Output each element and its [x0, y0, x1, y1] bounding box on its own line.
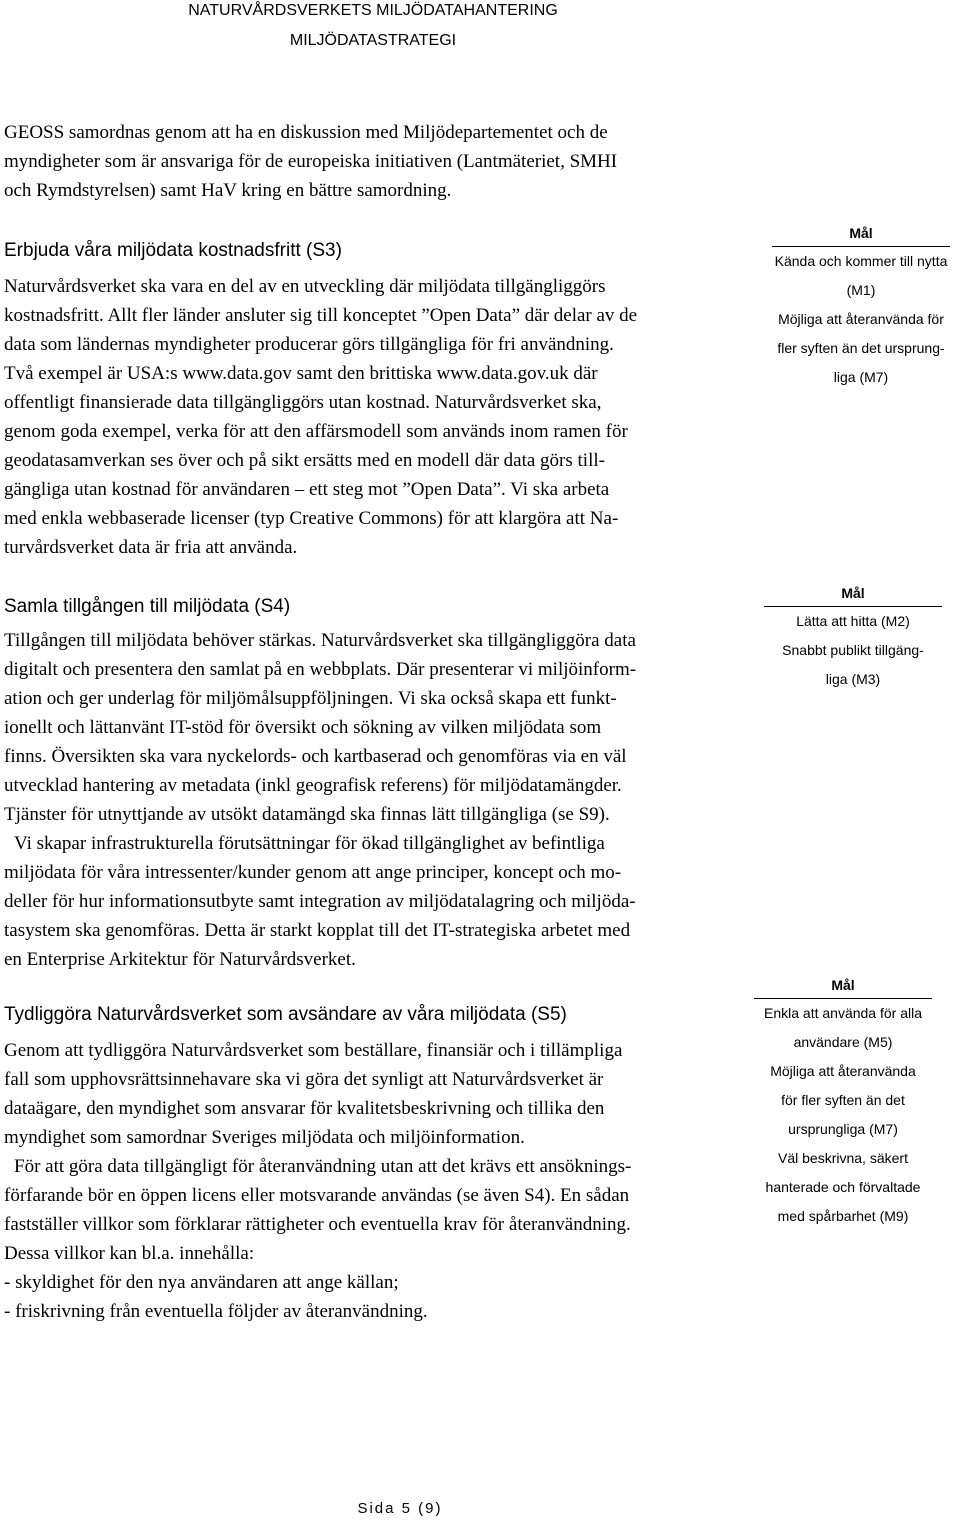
text-line: För att göra data tillgängligt för återanvändning utan att det krävs ett ansöknings- [14, 1156, 632, 1177]
goals-title: Mål [754, 972, 932, 999]
goal-line: för fler syften än det [781, 1092, 905, 1108]
document-header-title: NATURVÅRDSVERKETS MILJÖDATAHANTERING [188, 2, 558, 19]
text-line: genom goda exempel, verka för att den affärsmodell som används inom ramen för [4, 421, 628, 442]
intro-paragraph [4, 118, 744, 205]
s5-goals-sidebar [754, 972, 932, 1231]
goal-line: med spårbarhet (M9) [777, 1208, 909, 1224]
text-line: utvecklad hantering av metadata (inkl geografisk referens) för miljödatamängder. [4, 775, 622, 796]
goal-line: Väl beskrivna, säkert [778, 1150, 908, 1166]
section-heading-s3: Erbjuda våra miljödata kostnadsfritt (S3) [4, 240, 342, 261]
text-line: myndighet som samordnar Sveriges miljödata och miljöinformation. [4, 1127, 525, 1148]
text-line: fastställer villkor som förklarar rättigheter och eventuella krav för återanvändning. [4, 1214, 631, 1235]
text-line: tasystem ska genomföras. Detta är starkt kopplat till det IT-strategiska arbetet med [4, 920, 631, 941]
goal-line: liga (M3) [825, 671, 881, 687]
goal-line: Lätta att hitta (M2) [796, 613, 910, 629]
text-line: - skyldighet för den nya användaren att ange källan; [4, 1272, 399, 1293]
goal-line: fler syften än det ursprung- [777, 340, 945, 356]
text-line: dataägare, den myndighet som ansvarar för kvalitetsbeskrivning och tillika den [4, 1098, 605, 1119]
document-header-subtitle: MILJÖDATASTRATEGI [289, 32, 457, 49]
goal-line: (M1) [846, 282, 876, 298]
text-line: turvårdsverket data är fria att använda. [4, 537, 298, 558]
goals-title: Mål [772, 220, 950, 247]
section-heading-s5: Tydliggöra Naturvårdsverket som avsändare av våra miljödata (S5) [4, 1004, 567, 1025]
text-line: Genom att tydliggöra Naturvårdsverket som beställare, finansiär och i tillämpliga [4, 1040, 623, 1061]
goal-line: Kända och kommer till nytta [774, 253, 948, 269]
text-line: Vi skapar infrastrukturella förutsättningar för ökad tillgänglighet av befintliga [14, 833, 605, 854]
text-line: kostnadsfritt. Allt fler länder ansluter sig till konceptet ”Open Data” där delar av de [4, 305, 638, 326]
text-line: Dessa villkor kan bl.a. innehålla: [4, 1243, 255, 1264]
section-heading-s4: Samla tillgången till miljödata (S4) [4, 596, 291, 617]
text-line: Tjänster för utnyttjande av utsökt datamängd ska finnas lätt tillgängliga (se S9). [4, 804, 610, 825]
text-line: ation och ger underlag för miljömålsuppföljningen. Vi ska också skapa ett funkt- [4, 688, 617, 709]
page-number: Sida 5 (9) [357, 1500, 443, 1517]
text-line: gängliga utan kostnad för användaren – ett steg mot ”Open Data”. Vi ska arbeta [4, 479, 610, 500]
goals-title: Mål [764, 580, 942, 607]
text-line: geodatasamverkan ses över och på sikt ersätts med en modell där data görs till- [4, 450, 605, 471]
text-line: en Enterprise Arkitektur för Naturvårdsverket. [4, 949, 356, 970]
text-line: deller för hur informationsutbyte samt integration av miljödatalagring och miljöda- [4, 891, 636, 912]
s4-paragraph [4, 626, 744, 974]
text-line: Naturvårdsverket ska vara en del av en utveckling där miljödata tillgängliggörs [4, 276, 606, 297]
text-line: Tillgången till miljödata behöver stärkas. Naturvårdsverket ska tillgängliggöra data [4, 630, 636, 651]
text-line: ionellt och lättanvänt IT-stöd för översikt och sökning av vilken miljödata som [4, 717, 602, 738]
text-line: förfarande bör en öppen licens eller motsvarande användas (se även S4). En sådan [4, 1185, 630, 1206]
goal-line: Enkla att använda för alla [764, 1005, 922, 1021]
goal-line: Möjliga att återanvända [770, 1063, 916, 1079]
text-line: finns. Översikten ska vara nyckelords- och kartbaserad och genomföras via en väl [4, 746, 627, 767]
s3-goals-sidebar [772, 220, 950, 392]
text-line: med enkla webbaserade licenser (typ Creative Commons) för att klargöra att Na- [4, 508, 619, 529]
text-line: och Rymdstyrelsen) samt HaV kring en bättre samordning. [4, 180, 452, 201]
text-line: offentligt finansierade data tillgängliggörs utan kostnad. Naturvårdsverket ska, [4, 392, 602, 413]
text-line: Två exempel är USA:s www.data.gov samt den brittiska www.data.gov.uk där [4, 363, 598, 384]
goal-line: Snabbt publikt tillgäng- [782, 642, 924, 658]
goal-line: hanterade och förvaltade [765, 1179, 921, 1195]
s4-goals-sidebar [764, 580, 942, 694]
text-line: data som ländernas myndigheter producerar görs tillgängliga för fri användning. [4, 334, 614, 355]
goal-line: Möjliga att återanvända för [778, 311, 944, 327]
goal-line: ursprungliga (M7) [788, 1121, 898, 1137]
s3-paragraph [4, 272, 744, 562]
text-line: digitalt och presentera den samlat på en webbplats. Där presenterar vi miljöinform- [4, 659, 637, 680]
text-line: GEOSS samordnas genom att ha en diskussion med Miljödepartementet och de [4, 122, 608, 143]
text-line: - friskrivning från eventuella följder av återanvändning. [4, 1301, 428, 1322]
goal-line: liga (M7) [833, 369, 889, 385]
s5-paragraph [4, 1036, 744, 1326]
text-line: fall som upphovsrättsinnehavare ska vi göra det synligt att Naturvårdsverket är [4, 1069, 604, 1090]
text-line: miljödata för våra intressenter/kunder genom att ange principer, koncept och mo- [4, 862, 622, 883]
goal-line: användare (M5) [793, 1034, 893, 1050]
text-line: myndigheter som är ansvariga för de europeiska initiativen (Lantmäteriet, SMHI [4, 151, 618, 172]
